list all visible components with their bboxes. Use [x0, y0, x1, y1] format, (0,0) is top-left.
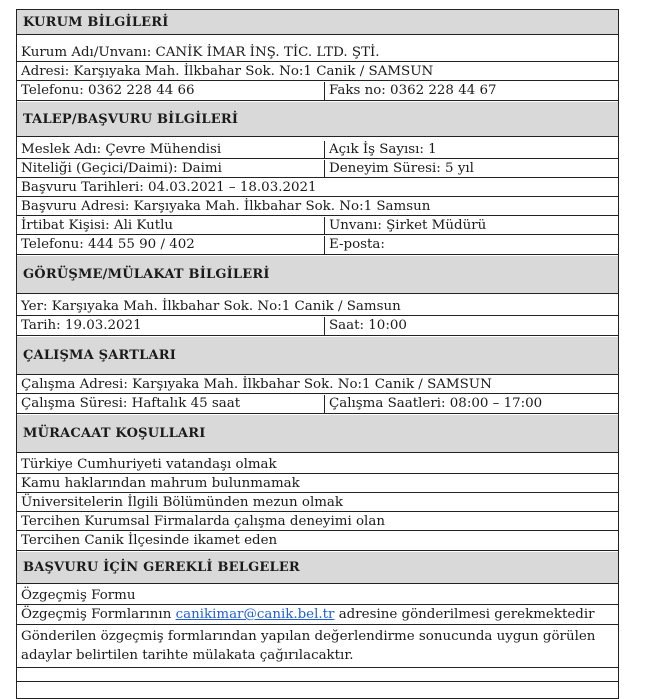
section-header-belgeler: [17, 552, 618, 584]
section-header-kurum: [17, 10, 618, 35]
eposta-text: E-posta:: [324, 236, 385, 254]
row-calisma-adres: [17, 376, 618, 394]
niteligi-text: Niteliği (Geçici/Daimi): Daimi: [21, 161, 222, 176]
section-title: GÖRÜŞME/MÜLAKAT BİLGİLERİ: [23, 267, 270, 282]
tarih-text: Tarih: 19.03.2021: [21, 318, 142, 333]
saat-text: Saat: 10:00: [324, 317, 407, 335]
is-sayisi-text: Açık İş Sayısı: 1: [324, 141, 437, 158]
section-title: KURUM BİLGİLERİ: [23, 14, 169, 30]
gonderim-prefix: Özgeçmiş Formlarının: [21, 607, 176, 622]
condition-text: Üniversitelerin İlgili Bölümünden mezun olmak: [21, 495, 344, 510]
degerlendirme-text: Gönderilen özgeçmiş formlarından yapılan değerlendirme sonucunda uygun görülen adaylar belirtilen tarihte mülakata çağırılacaktır.: [21, 629, 596, 663]
kurum-faks-text: Faks no: 0362 228 44 67: [324, 82, 497, 100]
section-header-calisma: [17, 337, 618, 375]
gonderim-suffix: adresine gönderilmesi gerekmektedir: [334, 607, 595, 622]
row-kurum-adi: [17, 44, 618, 62]
calisma-adres-text: Çalışma Adresi: Karşıyaka Mah. İlkbahar Sok. No:1 Canik / SAMSUN: [21, 377, 492, 392]
row-ozgecmis: [17, 587, 618, 605]
kurum-adi-text: Kurum Adı/Unvanı: CANİK İMAR İNŞ. TİC. LTD. ŞTİ.: [21, 45, 380, 60]
condition-item: [17, 456, 618, 474]
yer-text: Yer: Karşıyaka Mah. İlkbahar Sok. No:1 Canik / Samsun: [21, 299, 401, 314]
condition-text: Türkiye Cumhuriyeti vatandaşı olmak: [21, 457, 277, 472]
irtibat-text: İrtibat Kişisi: Ali Kutlu: [21, 218, 174, 233]
section-header-gorusme: [17, 256, 618, 294]
row-tarih: [17, 317, 618, 336]
condition-item: [17, 532, 618, 551]
basvuru-tarihleri-text: Başvuru Tarihleri: 04.03.2021 – 18.03.2021: [21, 180, 317, 195]
deneyim-text: Deneyim Süresi: 5 yıl: [324, 160, 474, 177]
section-header-talep: [17, 102, 618, 137]
spacer-row: [17, 668, 618, 682]
row-kurum-telefon: [17, 82, 618, 101]
ozgecmis-text: Özgeçmiş Formu: [21, 588, 136, 603]
section-title: ÇALIŞMA ŞARTLARI: [23, 348, 177, 363]
row-niteligi: [17, 160, 618, 178]
condition-text: Tercihen Kurumsal Firmalarda çalışma deneyimi olan: [21, 514, 385, 529]
section-title: MÜRACAAT KOŞULLARI: [23, 426, 206, 441]
condition-item: [17, 475, 618, 493]
row-kurum-adres: [17, 63, 618, 81]
row-talep-telefon: [17, 236, 618, 255]
email-link[interactable]: canikimar@canik.bel.tr: [175, 607, 335, 622]
condition-item: [17, 513, 618, 531]
kurum-telefon-text: Telefonu: 0362 228 44 66: [21, 83, 195, 98]
calisma-sure-text: Çalışma Süresi: Haftalık 45 saat: [21, 396, 241, 411]
row-basvuru-adres: [17, 198, 618, 216]
condition-text: Tercihen Canik İlçesinde ikamet eden: [21, 533, 278, 548]
section-title: BAŞVURU İÇİN GEREKLİ BELGELER: [23, 560, 300, 575]
unvani-text: Unvanı: Şirket Müdürü: [324, 217, 486, 234]
row-calisma-sure: [17, 395, 618, 414]
row-gonderim: [17, 606, 618, 625]
kurum-adres-text: Adresi: Karşıyaka Mah. İlkbahar Sok. No:1 Canik / SAMSUN: [21, 64, 434, 79]
meslek-text: Meslek Adı: Çevre Mühendisi: [21, 142, 222, 157]
row-tarihler: [17, 179, 618, 197]
basvuru-adres-text: Başvuru Adresi: Karşıyaka Mah. İlkbahar Sok. No:1 Samsun: [21, 199, 431, 214]
calisma-saatleri-text: Çalışma Saatleri: 08:00 – 17:00: [324, 395, 542, 413]
condition-item: [17, 494, 618, 512]
bottom-divider: [17, 681, 618, 682]
row-yer: [17, 298, 618, 316]
gonderim-text: [21, 606, 595, 623]
row-meslek: [17, 141, 618, 159]
row-degerlendirme: [17, 626, 618, 668]
condition-text: Kamu haklarından mahrum bulunmamak: [21, 476, 300, 491]
talep-telefon-text: Telefonu: 444 55 90 / 402: [21, 237, 195, 252]
section-header-muracaat: [17, 415, 618, 453]
section-title: TALEP/BAŞVURU BİLGİLERİ: [23, 111, 239, 127]
row-irtibat: [17, 217, 618, 235]
